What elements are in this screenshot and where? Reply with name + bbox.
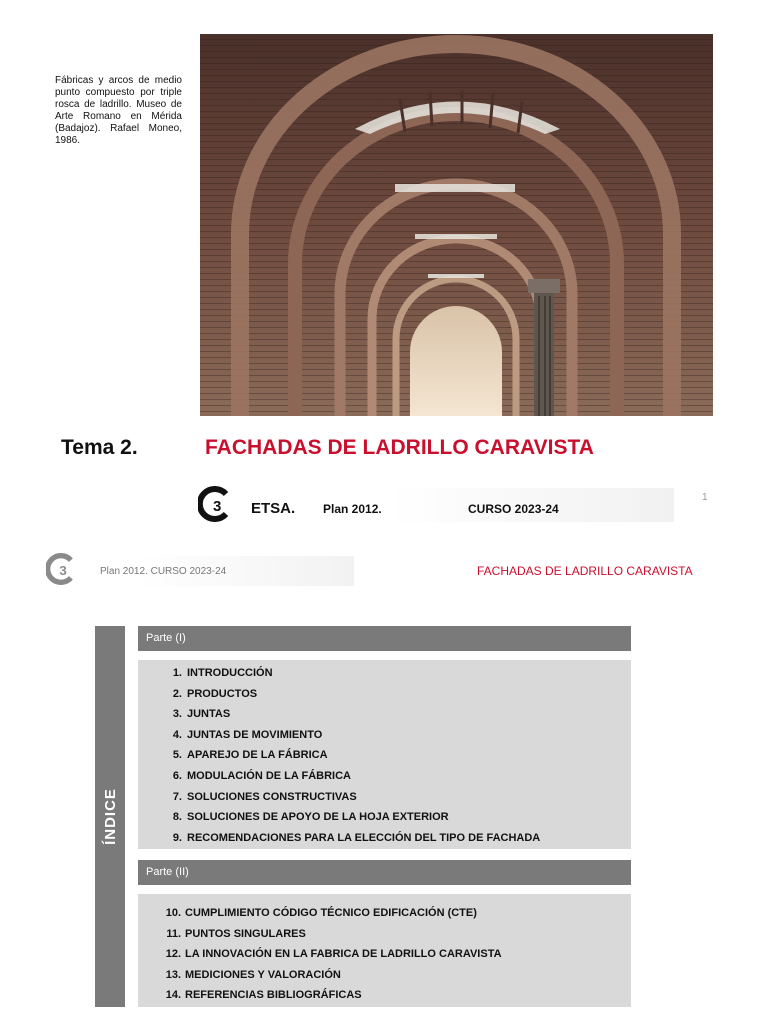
list-item: 7. SOLUCIONES CONSTRUCTIVAS <box>172 790 357 803</box>
list-item: 5. APAREJO DE LA FÁBRICA <box>172 749 328 762</box>
c3-logo-icon <box>46 553 78 585</box>
list-item: 12. LA INNOVACIÓN EN LA FABRICA DE LADRILLO CARAVISTA <box>165 948 502 961</box>
index-label <box>95 626 125 1007</box>
part2-heading: Parte (II) <box>138 860 631 885</box>
part2-list <box>163 903 631 1006</box>
topic-number: Tema 2. <box>61 436 138 459</box>
list-item: 6. MODULACIÓN DE LA FÁBRICA <box>172 769 351 782</box>
list-item: 3. JUNTAS <box>172 708 231 721</box>
part1-list-box <box>138 660 631 849</box>
slide-title: FACHADAS DE LADRILLO CARAVISTA <box>205 436 594 459</box>
list-item: 13. MEDICIONES Y VALORACIÓN <box>165 968 341 981</box>
index-label-text: ÍNDICE <box>101 788 119 845</box>
plan-label: Plan 2012. <box>323 502 382 516</box>
part2-list-box <box>138 894 631 1007</box>
svg-text:3: 3 <box>213 498 222 515</box>
part1-heading: Parte (I) <box>138 626 631 651</box>
list-item: 10. CUMPLIMIENTO CÓDIGO TÉCNICO EDIFICACIÓN (CTE) <box>165 907 477 919</box>
header-title: FACHADAS DE LADRILLO CARAVISTA <box>477 564 693 578</box>
list-item: 9. RECOMENDACIONES PARA LA ELECCIÓN DEL TIPO DE FACHADA <box>172 831 541 844</box>
list-item: 2. PRODUCTOS <box>172 687 258 700</box>
list-item: 14. REFERENCIAS BIBLIOGRÁFICAS <box>165 989 362 1002</box>
page-number: 1 <box>702 492 708 503</box>
museum-arches-photo <box>200 34 713 416</box>
course-label: CURSO 2023-24 <box>468 502 559 516</box>
svg-text:3: 3 <box>59 563 67 579</box>
c3-logo-icon <box>198 486 234 522</box>
header-plan-course: Plan 2012. CURSO 2023-24 <box>100 566 227 577</box>
list-item: 11. PUNTOS SINGULARES <box>166 927 306 940</box>
list-item: 1. INTRODUCCIÓN <box>172 667 273 679</box>
photo-caption: Fábricas y arcos de medio punto compuesto por triple rosca de ladrillo. Museo de Arte Romano en Mérida (Badajoz). Rafael Moneo, 1986. <box>55 75 182 146</box>
list-item: 8. SOLUCIONES DE APOYO DE LA HOJA EXTERIOR <box>172 811 449 824</box>
school-name: ETSA. <box>251 500 296 517</box>
part1-list <box>169 663 631 848</box>
list-item: 4. JUNTAS DE MOVIMIENTO <box>172 728 323 741</box>
